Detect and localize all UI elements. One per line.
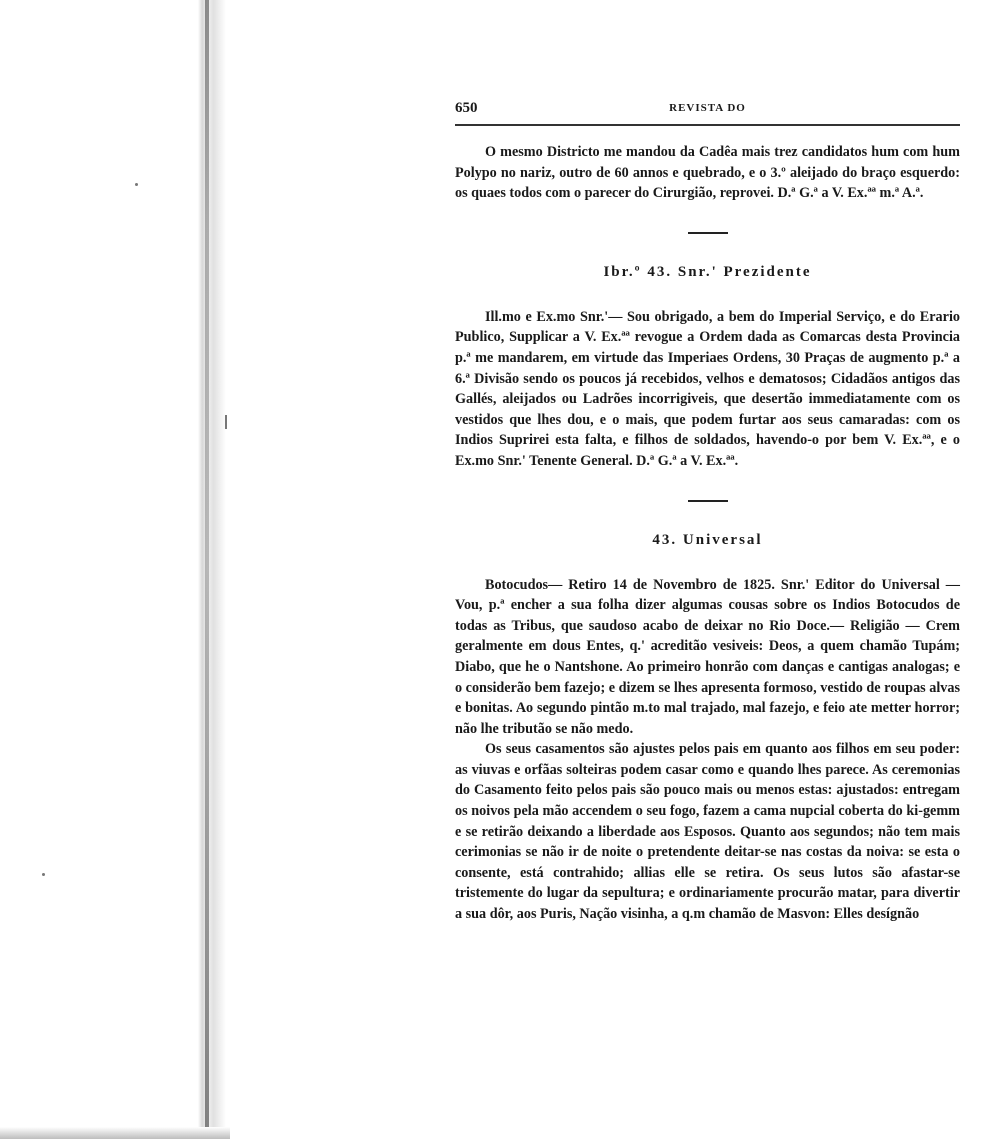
section-heading: 43. Universal [652, 531, 763, 548]
book-page [455, 100, 960, 925]
section-divider [688, 232, 728, 234]
section-heading: Ibr.º 43. Snr.' Prezidente [603, 263, 812, 280]
letter-paragraph: Ill.mo e Ex.mo Snr.'— Sou obrigado, a bem do Imperial Serviço, e do Erario Publico, Supplicar a V. Ex.ªª revogue a Ordem dada as Comarcas desta Provincia p.ª me mandarem, em virtude das Imperiaes Ordens, 30 Praças de augmento p.ª a 6.ª Divisão sendo os poucos já recebidos, velhos e dematosos; Cidadãos antigos das Gallés, aleijados ou Ladrões incorrigiveis, que desertão immediatamente com os vestidos que lhes dou, e o mais, que podem furtar aos seus camaradas: com os Indios Suprirei esta falta, e filhos de soldados, havendo-o por bem V. Ex.ªª, e o Ex.mo Snr.' Tenente General. D.ª G.ª a V. Ex.ªª. [455, 308, 960, 469]
binding-shadow-line [205, 0, 209, 1139]
scan-speck [42, 873, 45, 876]
letter-paragraph: O mesmo Districto me mandou da Cadêa mais trez candidatos hum com hum Polypo no nariz, outro de 60 annos e quebrado, e o 3.º aleijado do braço esquerdo: os quaes todos com o parecer do Cirurgião, reprovei. D.ª G.ª a V. Ex.ªª m.ª A.ª. [455, 144, 960, 202]
article-paragraph: Os seus casamentos são ajustes pelos pais em quanto aos filhos em seu poder: as viuvas e orfãas solteiras podem casar como e quando lhes parece. As ceremonias do Casamento feito pelos pais são pouco mais ou menos estas: ajustados: entregam os noivos pela mão accendem o seu fogo, fazem a cama nupcial coberta do ki-gemm e se retirão deixando a liberdade aos Esposos. Quanto aos segundos; não tem mais cerimonias se não ir de noite o pretendente deitar-se nas costas da noiva: se esta o consente, está contrahido; allias elle se retira. Os seus lutos são afastar-se tristemente do lugar da sepultura; e ordinariamente procurão matar, para divertir a sua dôr, aos Puris, Nação visinha, a q.m chamão de Masvon: Elles desígnão [455, 741, 960, 923]
journal-title: REVISTA DO [669, 102, 746, 114]
running-head [455, 100, 960, 122]
article-paragraph: Botocudos— Retiro 14 de Novembro de 1825. Snr.' Editor do Universal — Vou, p.ª encher a sua folha dizer algumas cousas sobre os Indios Botocudos de todas as Tribus, que saudoso acabo de deixar no Rio Doce.— Religião — Crem geralmente em dous Entes, q.' acreditão vesiveis: Deos, a quem chamão Tupám; Diabo, que he o Nantshone. Ao primeiro honrão com danças e cantigas analogas; e o considerão bem fazejo; e dizem se lhes apresenta formoso, vestido de roupas alvas e bonitas. Ao segundo pintão m.to mal trajado, mal fazejo, e feio ate metter horror; não lhe tributão se não medo. [455, 576, 960, 737]
scan-speck [225, 415, 227, 429]
page-edge-shadow [0, 1127, 230, 1139]
scan-speck [135, 183, 138, 186]
header-rule [455, 124, 960, 126]
page-number: 650 [455, 100, 478, 116]
section-divider [688, 500, 728, 502]
binding-gutter [198, 0, 226, 1139]
